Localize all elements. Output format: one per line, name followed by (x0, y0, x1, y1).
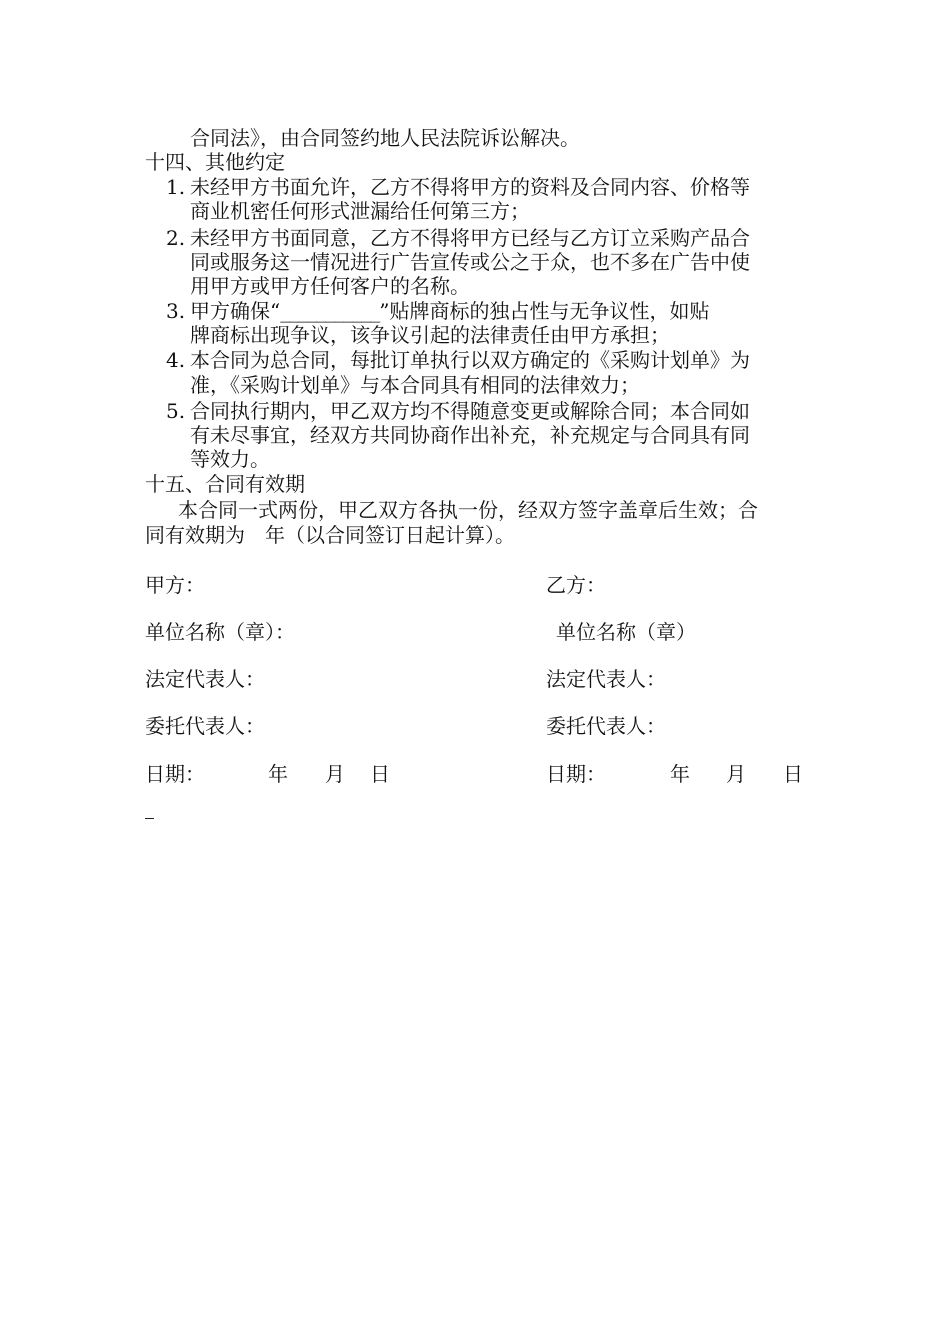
party-a-date-day: 日 (370, 762, 390, 786)
section13-tail: 合同法》，由合同签约地人民法院诉讼解决。 (190, 126, 580, 150)
party-a-date-label: 日期： (145, 762, 205, 786)
party-b-date-label: 日期： (546, 762, 606, 786)
item2-line1: 未经甲方书面同意，乙方不得将甲方已经与乙方订立采购产品合 (190, 226, 750, 250)
section15-para-line2: 同有效期为 年（以合同签订日起计算）。 (145, 523, 515, 547)
item3-line1-before: 甲方确保“ (190, 299, 281, 323)
item1-number: 1. (166, 175, 186, 199)
party-b-label: 乙方： (546, 573, 606, 597)
item2-line2: 同或服务这一情况进行广告宣传或公之于众，也不多在广告中使 (190, 250, 750, 274)
party-b-agent: 委托代表人： (546, 714, 666, 738)
item2-number: 2. (166, 226, 186, 250)
item3-line1 (190, 299, 709, 323)
item1-line2: 商业机密任何形式泄漏给任何第三方； (190, 199, 530, 223)
item4-number: 4. (166, 348, 186, 372)
trademark-blank: ___________ (280, 299, 380, 323)
item1-line1: 未经甲方书面允许，乙方不得将甲方的资料及合同内容、价格等 (190, 175, 750, 199)
party-b-date-year: 年 (670, 762, 690, 786)
item5-line3: 等效力。 (190, 447, 270, 471)
section15-heading: 十五、合同有效期 (145, 472, 305, 496)
party-a-date-year: 年 (268, 762, 288, 786)
item5-number: 5. (166, 399, 186, 423)
item4-line2: 准，《采购计划单》与本合同具有相同的法律效力； (190, 373, 640, 397)
item5-line1: 合同执行期内，甲乙双方均不得随意变更或解除合同；本合同如 (190, 399, 750, 423)
item5-line2: 有未尽事宜，经双方共同协商作出补充，补充规定与合同具有同 (190, 423, 750, 447)
party-a-agent: 委托代表人： (145, 714, 265, 738)
party-a-date-month: 月 (325, 762, 345, 786)
item4-line1: 本合同为总合同，每批订单执行以双方确定的《采购计划单》为 (190, 348, 750, 372)
section15-para-line1: 本合同一式两份，甲乙双方各执一份，经双方签字盖章后生效；合 (178, 498, 758, 522)
item3-line2: 牌商标出现争议，该争议引起的法律责任由甲方承担； (190, 323, 670, 347)
item2-line3: 用甲方或甲方任何客户的名称。 (190, 274, 470, 298)
item3-line1-after: ”贴牌商标的独占性与无争议性，如贴 (379, 299, 710, 323)
party-b-unit: 单位名称（章） (556, 620, 696, 644)
section14-heading: 十四、其他约定 (145, 150, 285, 174)
party-a-label: 甲方： (145, 573, 205, 597)
item3-number: 3. (166, 299, 186, 323)
party-b-date-month: 月 (726, 762, 746, 786)
trailing-underscore-mark (145, 818, 154, 819)
party-b-legal-rep: 法定代表人： (546, 667, 666, 691)
party-b-date-day: 日 (783, 762, 803, 786)
party-a-legal-rep: 法定代表人： (145, 667, 265, 691)
party-a-unit: 单位名称（章）： (145, 620, 295, 644)
